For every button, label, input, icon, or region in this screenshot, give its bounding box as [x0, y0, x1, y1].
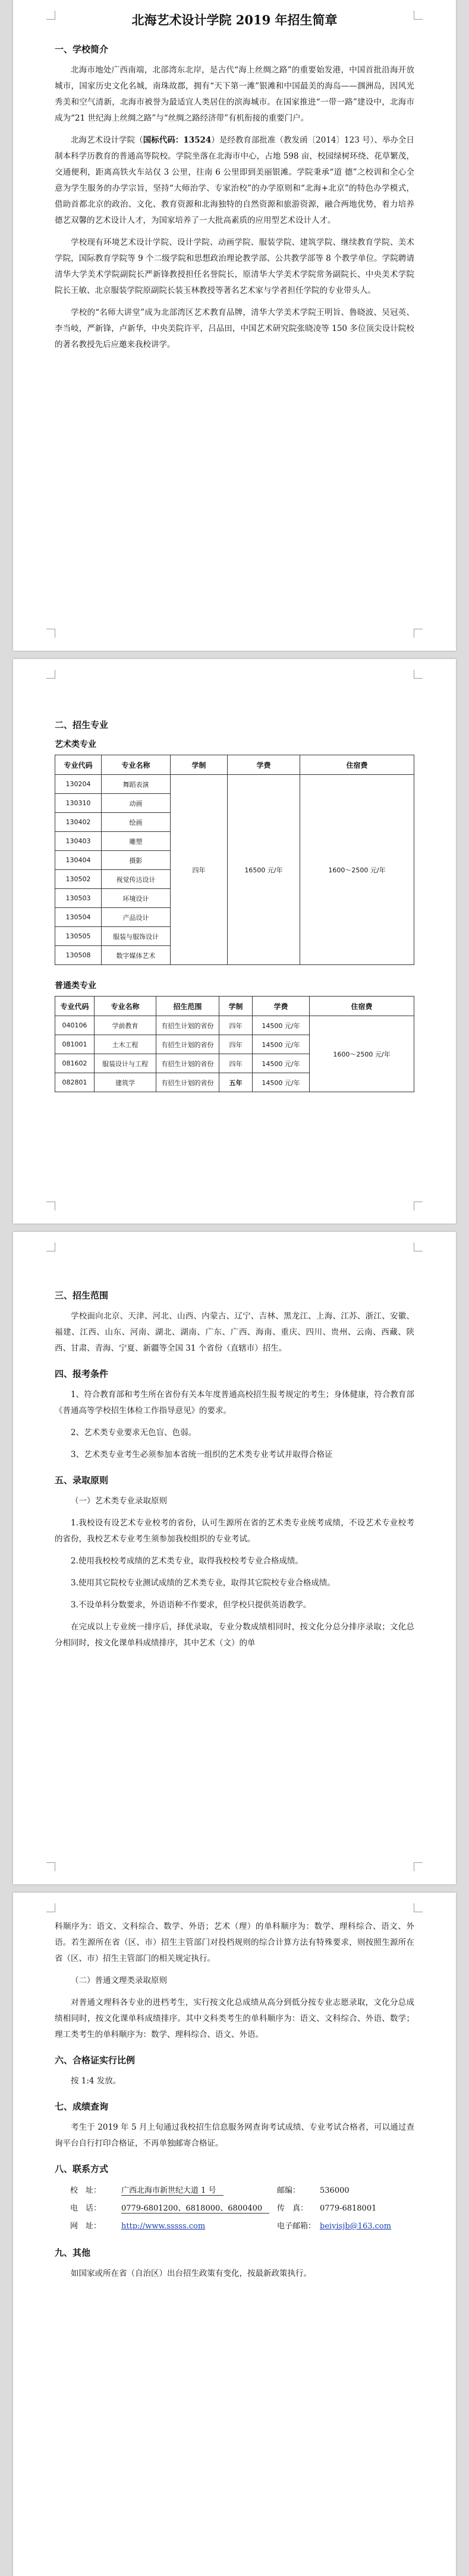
intro-paragraph: 学校的“名师大讲堂”成为北部湾区艺术教育品牌，清华大学美术学院王明旨、鲁晓波、吴冠英、李当岐，严新锋，卢新华，中央美院许平，吕品田，中国艺术研究院张晓凌等 150 多位顶尖设计院校的著名教授先后应邀来我校讲学。	[55, 308, 414, 349]
scope-paragraph: 学校面向北京、天津、河北、山西、内蒙古、辽宁、吉林、黑龙江、上海、江苏、浙江、安徽、福建、江西、山东、河南、湖北、湖南、广东、广西、海南、重庆、四川、贵州、云南、西藏、陕西、甘肃、青海、宁夏、新疆等全国 31 个省份（直辖市）招生。	[55, 1311, 414, 1353]
intro-paragraph: 北海市地处广西南端，北部湾东北岸，是古代“海上丝绸之路”的重要始发港，中国首批沿海开放城市，国家历史文化名城，南珠故郡，拥有“天下第一滩”银滩和中国最美的海岛——涠洲岛，因风光秀美和空气清新，北海市被誉为最适宜人类居住的滨海城市。在国家推进“一带一路”建设中，北海市成为“21 世纪海上丝绸之路”与“丝绸之路经济带”有机衔接的重要门户。	[55, 65, 414, 123]
major-code: 130204	[55, 775, 102, 794]
intro-text: 北海艺术设计学院（	[71, 135, 143, 145]
major-name: 数字媒体艺术	[102, 946, 171, 965]
page-corner-mark	[414, 1903, 423, 1912]
section-heading-other: 九、其他	[55, 2247, 91, 2258]
document-page-4	[13, 1893, 456, 2576]
tuition-cell: 14500 元/年	[253, 1035, 310, 1054]
major-name: 土木工程	[95, 1035, 156, 1054]
art-majors-title: 艺术类专业	[55, 740, 96, 749]
section-heading-results: 七、成绩查询	[55, 2101, 109, 2112]
table-header: 专业名称	[95, 997, 156, 1016]
section-heading-conditions: 四、报考条件	[55, 1369, 109, 1379]
address-wrap	[121, 2182, 277, 2200]
intro-paragraph: 学校现有环境艺术设计学院、设计学院、动画学院、服装学院、建筑学院、继续教育学院、美术学院，国际教育学院等 9 个二级学院和思想政治理论教学部、公共教学部等 8 个教学单位。学院聘请清华大学美术学院副院长严新锋教授担任名誉院长，原清华大学美术学院常务副院长、中央美术学院院长王敏、北京服装学院原副院长装玉林教授等著名艺术家与学者担任学院的专业带头人。	[55, 238, 414, 295]
condition-item: 3、艺术类专业考生必须参加本省统一组织的艺术类专业考试并取得合格证	[71, 1450, 333, 1459]
major-name: 舞蹈表演	[102, 775, 171, 794]
table-row	[55, 775, 414, 794]
document-page-1	[13, 0, 456, 651]
page-corner-mark	[46, 11, 55, 20]
admission-subheading: （一）艺术类专业录取原则	[71, 1496, 167, 1506]
table-header: 专业代码	[55, 755, 102, 775]
section-heading-ratio: 六、合格证实行比例	[55, 2055, 136, 2066]
major-name: 雕塑	[102, 832, 171, 851]
admission-rule-continued: 科顺序为：语文、文科综合、数学、外语；艺术（理）的单科顺序为：数学、理科综合、语文、外语。若生源所在省（区、市）招生主管部门对投档规则的综合计算方法有特殊要求，则按照生源所在省（区、市）招生主管部门的相关规定执行。	[55, 1922, 414, 1963]
page-corner-mark	[414, 1243, 423, 1251]
phone-wrap	[121, 2200, 277, 2218]
table-header: 学费	[228, 755, 300, 775]
page-corner-mark	[46, 670, 55, 679]
tuition-cell: 16500 元/年	[228, 775, 300, 965]
page-corner-mark	[46, 1862, 55, 1871]
phone-value: 0779-6801200、6818000、6800400	[121, 2204, 269, 2214]
page-corner-mark	[46, 629, 55, 638]
duration-cell: 五年	[219, 1073, 253, 1092]
admission-rule: 在完成以上专业统一排序后，择优录取，专业分数成绩相同时，按文化分总分排序录取；文化总分相同时，按文化课单科成绩排序，其中艺术（文）的单	[55, 1622, 414, 1648]
website-wrap	[121, 2218, 277, 2236]
intro-text: ）是经教育部批准（教发函〔2014〕123 号）、举办全日制本科学历教育的普通高等院校。学院坐落在北海市中心，占地 598 亩，校园绿树环绕、花草繁茂，交通便利，距离高铁火车站仅 3 公里，往南 6 公里即到美丽银滩。学院秉承“道 德”之校训和全心全意为学生服务的办学宗旨，坚持“大师治学、专家治校”的办学原则和“北海+北京”的特色办学模式，借助首都北京的政治、文化、教育资源和北海独特的自然资源和旅游资源，融合两地优势，着力培养德艺双馨的艺术设计人才，为国家培养了一大批高素质的应用型艺术设计人才。	[55, 135, 415, 225]
scope-cell: 有招生计划的省份	[156, 1035, 219, 1054]
results-paragraph: 考生于 2019 年 5 月上旬通过我校招生信息服务网查询考试成绩、专业考试合格者，可以通过查询平台自行打印合格证，不再单独邮寄合格证。	[55, 2123, 414, 2148]
major-name: 视觉传达设计	[102, 870, 171, 889]
scope-cell: 有招生计划的省份	[156, 1016, 219, 1035]
general-majors-table	[55, 996, 414, 1092]
section-heading-scope: 三、招生范围	[55, 1290, 109, 1301]
major-code: 130310	[55, 794, 102, 813]
page-corner-mark	[46, 1202, 55, 1210]
scope-cell: 有招生计划的省份	[156, 1073, 219, 1092]
fax-value: 0779-6818001	[320, 2204, 377, 2213]
address-value: 广西北海市新世纪大道 1 号	[121, 2186, 224, 2196]
major-code: 130508	[55, 946, 102, 965]
page-corner-mark	[46, 1903, 55, 1912]
major-code: 130504	[55, 908, 102, 927]
condition-item: 1、符合教育部和考生所在省份有关本年度普通高校招生报考规定的考生；身体健康，符合教育部《普通高等学校招生体检工作指导意见》的要求。	[55, 1390, 414, 1415]
admission-subheading: （二）普通文理类录取原则	[71, 1976, 167, 1985]
page-corner-mark	[414, 1202, 423, 1210]
major-name: 学前教育	[95, 1016, 156, 1035]
scope-cell: 有招生计划的省份	[156, 1054, 219, 1073]
contact-block	[55, 2182, 414, 2236]
table-header: 专业名称	[102, 755, 171, 775]
page-corner-mark	[414, 1862, 423, 1871]
tuition-cell: 14500 元/年	[253, 1073, 310, 1092]
website-link[interactable]: http://www.sssss.com	[121, 2222, 206, 2231]
admission-rule: 2.使用我校校考成绩的艺术类专业，取得我校校考专业合格成绩。	[71, 1556, 303, 1566]
major-name: 服装与服饰设计	[102, 927, 171, 946]
section-heading-majors: 二、招生专业	[55, 720, 109, 730]
major-name: 建筑学	[95, 1073, 156, 1092]
website-label: 网 址：	[70, 2222, 102, 2231]
major-code: 130505	[55, 927, 102, 946]
address-label: 校 址：	[70, 2186, 102, 2195]
email-link[interactable]: beiyisjb@163.com	[320, 2222, 392, 2231]
page-corner-mark	[414, 11, 423, 20]
ratio-paragraph: 按 1:4 发放。	[71, 2076, 121, 2086]
table-header: 招生范围	[156, 997, 219, 1016]
major-code: 081602	[55, 1054, 95, 1073]
table-header: 住宿费	[310, 997, 414, 1016]
table-header: 学制	[219, 997, 253, 1016]
major-code: 130404	[55, 851, 102, 870]
art-majors-table	[55, 755, 414, 965]
duration-cell: 四年	[219, 1016, 253, 1035]
major-code: 130402	[55, 813, 102, 832]
table-header: 学费	[253, 997, 310, 1016]
phone-label: 电 话：	[70, 2204, 102, 2213]
duration-cell: 四年	[171, 775, 228, 965]
document-title: 北海艺术设计学院 2019 年招生简章	[131, 12, 338, 27]
document-page-2	[13, 659, 456, 1224]
section-heading-intro: 一、学校简介	[55, 44, 109, 55]
admission-rule: 3.不设单科分数要求，外语语种不作要求，但学校只提供英语教学。	[71, 1600, 311, 1610]
condition-item: 2、艺术类专业要求无色盲、色弱。	[71, 1428, 197, 1437]
major-code: 081001	[55, 1035, 95, 1054]
national-code: 国标代码：13524	[143, 135, 212, 145]
major-name: 产品设计	[102, 908, 171, 927]
admission-rule: 1.我校设有设艺术专业校考的省份，认可生源所在省的艺术类专业统考成绩，不设艺术专业校考的省份，我校艺术专业考生须参加我校组织的专业考试。	[55, 1518, 414, 1544]
zip-value: 536000	[320, 2186, 350, 2195]
lodging-cell: 1600～2500 元/年	[310, 1016, 414, 1092]
intro-paragraph	[55, 133, 414, 229]
major-name: 绘画	[102, 813, 171, 832]
major-name: 环境设计	[102, 889, 171, 908]
general-admission-rule: 对普通文理科各专业的进档考生，实行按文化总成绩从高分到低分按专业志愿录取，文化分总成绩相同时，按文化课单科成绩排序。其中文科类考生的单科顺序为：语文、文科综合、外语、数学；理工类考生的单科顺序为：数学、理科综合、语文、外语。	[55, 1998, 414, 2039]
major-name: 摄影	[102, 851, 171, 870]
major-code: 130503	[55, 889, 102, 908]
page-corner-mark	[414, 629, 423, 638]
table-header: 住宿费	[300, 755, 414, 775]
page-corner-mark	[46, 1243, 55, 1251]
section-heading-admission: 五、录取原则	[55, 1475, 109, 1486]
duration-cell: 四年	[219, 1054, 253, 1073]
table-header: 学制	[171, 755, 228, 775]
major-name: 动画	[102, 794, 171, 813]
general-majors-title: 普通类专业	[55, 981, 96, 991]
major-code: 130403	[55, 832, 102, 851]
other-paragraph: 如国家或所在省（自治区）出台招生政策有变化，按最新政策执行。	[71, 2269, 311, 2278]
tuition-cell: 14500 元/年	[253, 1054, 310, 1073]
table-header: 专业代码	[55, 997, 95, 1016]
major-name: 服装设计与工程	[95, 1054, 156, 1073]
duration-cell: 四年	[219, 1035, 253, 1054]
email-label: 电子邮箱：	[277, 2222, 316, 2231]
lodging-cell: 1600～2500 元/年	[300, 775, 414, 965]
major-code: 040106	[55, 1016, 95, 1035]
zip-label: 邮编：	[277, 2186, 301, 2195]
table-row	[55, 1016, 414, 1035]
section-heading-contact: 八、联系方式	[55, 2164, 109, 2174]
admission-rule: 3.使用其它院校专业测试成绩的艺术类专业，取得其它院校专业合格成绩。	[71, 1578, 335, 1588]
fax-label: 传 真：	[277, 2204, 309, 2213]
document-page-3	[13, 1232, 456, 1884]
major-code: 082801	[55, 1073, 95, 1092]
major-code: 130502	[55, 870, 102, 889]
page-corner-mark	[414, 670, 423, 679]
tuition-cell: 14500 元/年	[253, 1016, 310, 1035]
